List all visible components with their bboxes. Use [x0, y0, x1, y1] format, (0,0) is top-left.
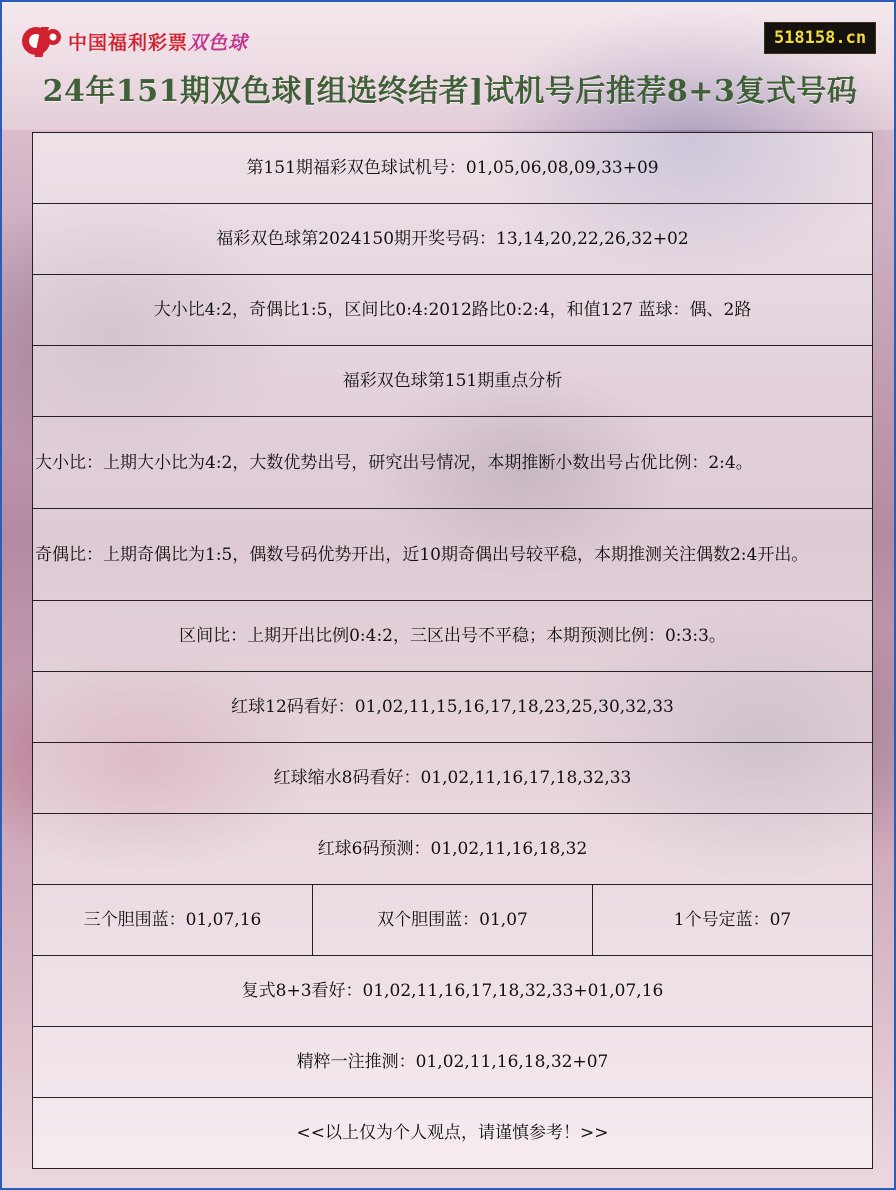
logo-name: 中国福利彩票	[68, 31, 189, 54]
lottery-logo[interactable]	[20, 22, 248, 60]
blue-single-pick: 1个号定蓝：07	[593, 885, 873, 956]
red-12-picks-row: 红球12码看好：01,02,11,15,16,17,18,23,25,30,32,33	[33, 672, 873, 743]
odd-even-analysis: 奇偶比：上期奇偶比为1:5，偶数号码优势开出，近10期奇偶出号较平稳，本期推测关注偶数2:4开出。	[33, 509, 873, 601]
blue-two-picks: 双个胆围蓝：01,07	[313, 885, 593, 956]
analysis-heading-row: 福彩双色球第151期重点分析	[33, 346, 873, 417]
welfare-lottery-logo-icon	[20, 22, 64, 60]
site-badge[interactable]: 518158.cn	[764, 22, 876, 54]
page-title: 24年151期双色球[组选终结者]试机号后推荐8+3复式号码	[42, 74, 858, 109]
logo-text	[68, 28, 248, 55]
blue-three-picks: 三个胆围蓝：01,07,16	[33, 885, 313, 956]
red-6-picks-row: 红球6码预测：01,02,11,16,18,32	[33, 814, 873, 885]
single-ticket-row: 精粹一注推测：01,02,11,16,18,32+07	[33, 1027, 873, 1098]
previous-stats-row: 大小比4:2，奇偶比1:5，区间比0:4:2012路比0:2:4，和值127 蓝球：偶、2路	[33, 275, 873, 346]
compound-8-3-row: 复式8+3看好：01,02,11,16,17,18,32,33+01,07,16	[33, 956, 873, 1027]
disclaimer-row: <<以上仅为个人观点，请谨慎参考！>>	[33, 1098, 873, 1169]
previous-draw-row: 福彩双色球第2024150期开奖号码：13,14,20,22,26,32+02	[33, 204, 873, 275]
red-8-picks-row: 红球缩水8码看好：01,02,11,16,17,18,32,33	[33, 743, 873, 814]
trial-number-row: 第151期福彩双色球试机号：01,05,06,08,09,33+09	[33, 133, 873, 204]
logo-subname: 双色球	[188, 31, 249, 54]
size-ratio-analysis: 大小比：上期大小比为4:2，大数优势出号，研究出号情况，本期推断小数出号占优比例：2:4。	[33, 417, 873, 509]
header	[2, 2, 894, 130]
zone-ratio-analysis: 区间比：上期开出比例0:4:2，三区出号不平稳；本期预测比例：0:3:3。	[33, 601, 873, 672]
prediction-table	[32, 132, 873, 1169]
